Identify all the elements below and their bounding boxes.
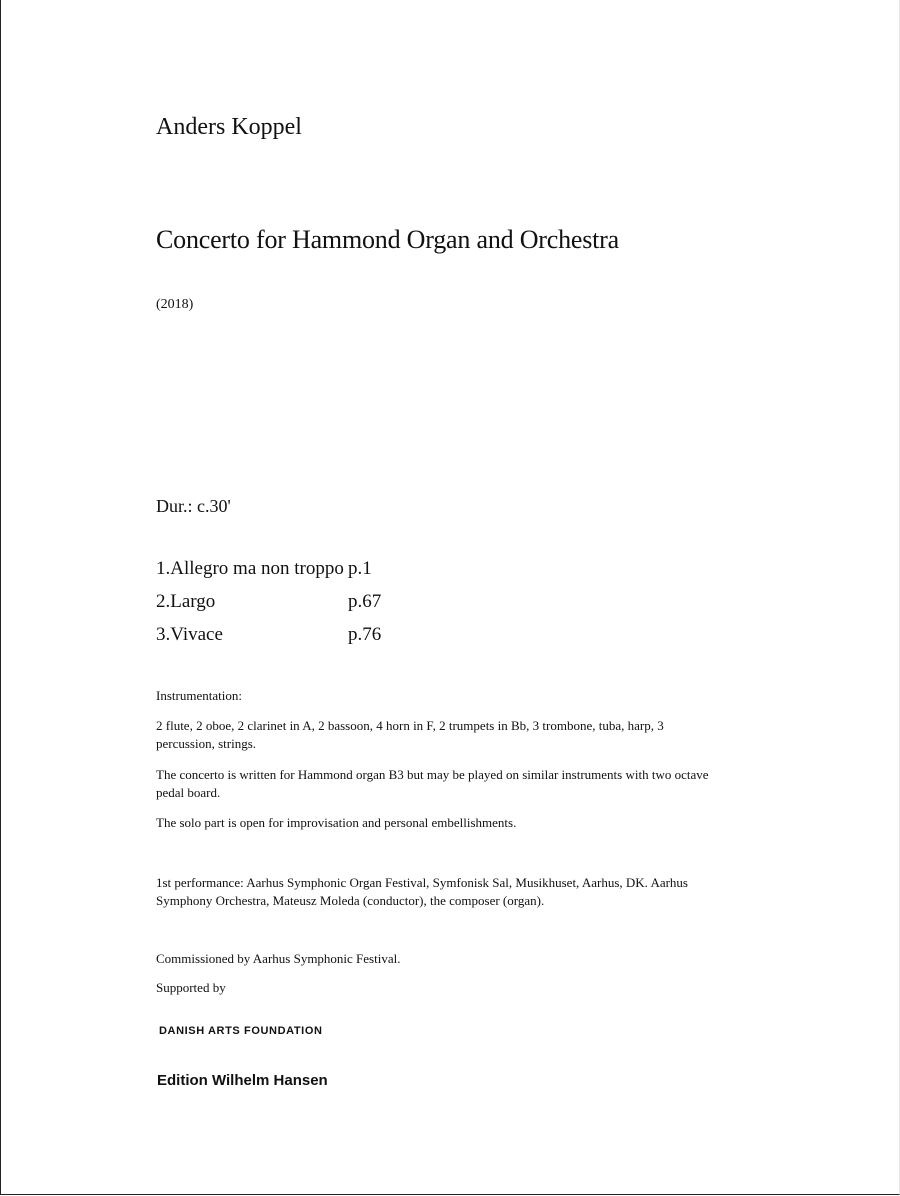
instrumentation-heading: Instrumentation: xyxy=(156,688,242,703)
composer-name: Anders Koppel xyxy=(156,114,302,140)
commissioned-by: Commissioned by Aarhus Symphonic Festival. xyxy=(156,951,401,966)
publisher-name: Edition Wilhelm Hansen xyxy=(157,1072,328,1089)
movement-2-name: 2.Largo xyxy=(156,591,216,612)
duration: Dur.: c.30' xyxy=(156,496,231,516)
solo-note: The solo part is open for improvisation and personal embellishments. xyxy=(156,815,517,830)
work-title: Concerto for Hammond Organ and Orchestra xyxy=(156,225,619,254)
movement-1-page: p.1 xyxy=(348,558,372,579)
movement-3-page: p.76 xyxy=(348,624,382,645)
danish-arts-foundation-logo: DANISH ARTS FOUNDATION xyxy=(159,1025,323,1037)
movement-1-name: 1.Allegro ma non troppo xyxy=(156,558,344,579)
movement-3-name: 3.Vivace xyxy=(156,624,223,645)
instrumentation-list: 2 flute, 2 oboe, 2 clarinet in A, 2 bassoon, 4 horn in F, 2 trumpets in Bb, 3 trombone, tuba, harp, 3 percussion, strings. xyxy=(156,718,664,751)
organ-note: The concerto is written for Hammond organ B3 but may be played on similar instruments with two octave pedal board. xyxy=(156,767,709,800)
composition-year: (2018) xyxy=(156,297,194,312)
movement-2-page: p.67 xyxy=(348,591,382,612)
supported-by: Supported by xyxy=(156,980,226,995)
first-performance: 1st performance: Aarhus Symphonic Organ Festival, Symfonisk Sal, Musikhuset, Aarhus, DK. Aarhus Symphony Orchestra, Mateusz Moleda (conductor), the composer (organ). xyxy=(156,875,688,908)
